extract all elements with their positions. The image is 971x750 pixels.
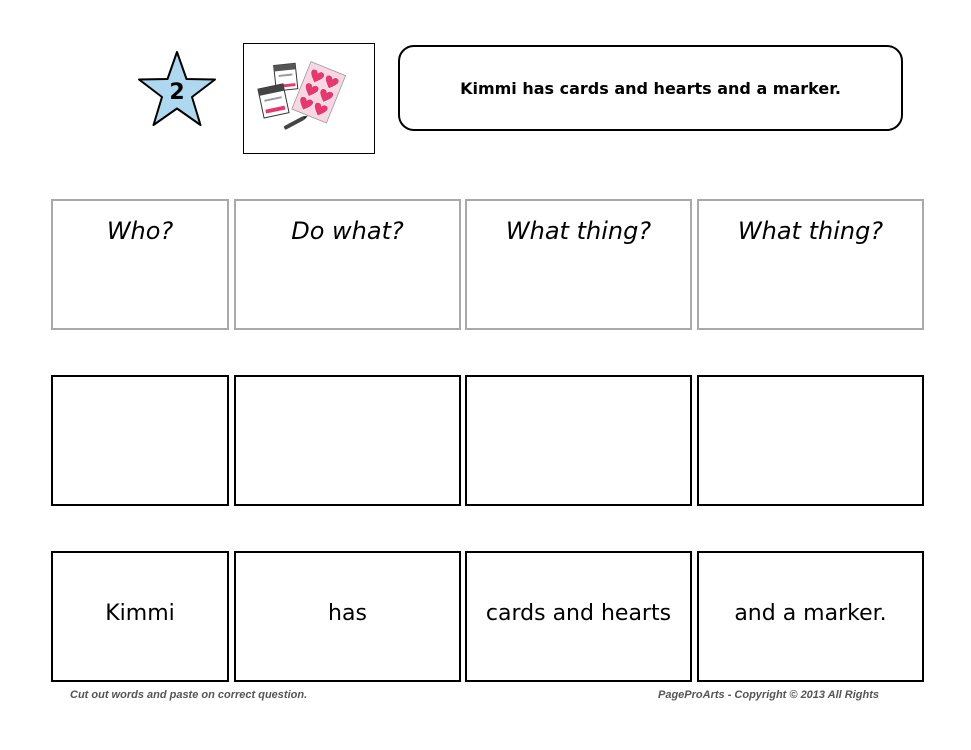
question-label: Do what? [291,217,404,245]
answer-box [697,375,924,506]
picture-box [243,43,375,154]
question-label: What thing? [505,217,652,245]
word-text: and a marker. [734,601,887,626]
question-row [51,199,924,330]
word-card-kimmi [51,551,229,682]
word-text: Kimmi [105,601,175,626]
instruction-text: Cut out words and paste on correct question. [70,689,308,701]
number-star [136,50,218,130]
word-card-has [234,551,461,682]
sentence-text: Kimmi has cards and hearts and a marker. [460,78,841,98]
question-label: What thing? [737,217,884,245]
question-cell-who [51,199,229,330]
answer-row [51,375,924,506]
answer-box [465,375,692,506]
copyright-text: PageProArts - Copyright © 2013 All Rights [658,689,880,701]
item-number: 2 [169,80,185,105]
word-text: has [328,601,367,626]
cards-hearts-marker-icon [244,44,374,153]
word-card-and-a-marker [697,551,924,682]
word-row [51,551,924,682]
question-label: Who? [106,217,174,245]
answer-box [234,375,461,506]
answer-box [51,375,229,506]
question-cell-do-what [234,199,461,330]
question-cell-what-thing-2 [697,199,924,330]
word-text: cards and hearts [485,601,672,626]
question-cell-what-thing-1 [465,199,692,330]
word-card-cards-and-hearts [465,551,692,682]
sentence-box [398,45,903,131]
